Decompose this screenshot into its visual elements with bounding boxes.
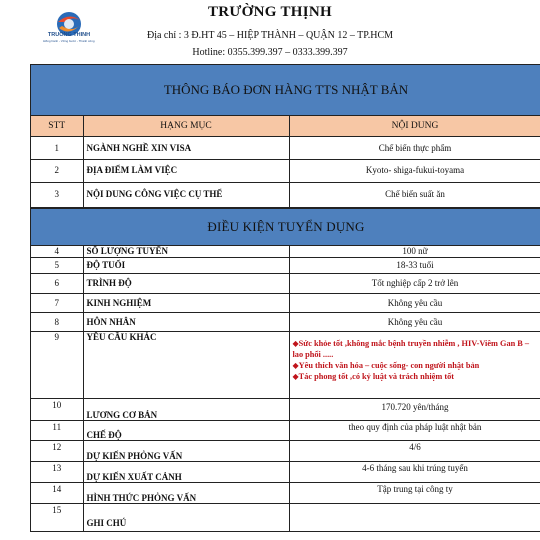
row-item: DỰ KIẾN XUẤT CẢNH xyxy=(83,462,289,483)
table-row xyxy=(31,399,540,421)
row-value xyxy=(289,504,540,532)
requirement-item: ◆Sức khỏe tốt ,không mắc bệnh truyền nhiễm , HIV-Viêm Gan B – lao phổi ..... xyxy=(292,339,530,359)
letterhead xyxy=(0,0,540,66)
row-item: NGÀNH NGHỀ XIN VISA xyxy=(83,136,289,159)
table-row xyxy=(31,159,540,182)
row-stt: 14 xyxy=(31,483,83,504)
row-stt: 10 xyxy=(31,399,83,421)
row-value: 100 nữ xyxy=(289,246,540,258)
table-header-row xyxy=(31,116,540,136)
row-item: SỐ LƯỢNG TUYỂN xyxy=(83,246,289,258)
row-stt: 8 xyxy=(31,313,83,332)
row-stt: 1 xyxy=(31,136,83,159)
other-requirements-list xyxy=(289,332,540,399)
row-value: Chế biến suất ăn xyxy=(289,182,540,207)
order-title-banner: THÔNG BÁO ĐƠN HÀNG TTS NHẬT BẢN xyxy=(31,64,540,116)
table-row xyxy=(31,483,540,504)
row-value: 4/6 xyxy=(289,441,540,462)
requirement-item: ◆Tác phong tốt ,có kỷ luật và trách nhiệm tốt xyxy=(292,372,454,381)
table-row xyxy=(31,294,540,313)
table-row xyxy=(31,313,540,332)
row-value: Không yêu cầu xyxy=(289,294,540,313)
table-row xyxy=(31,258,540,274)
table-row xyxy=(31,421,540,441)
diamond-bullet-icon: ◆ xyxy=(292,372,299,381)
row-stt: 13 xyxy=(31,462,83,483)
logo-slogan: Đồng hành - Vững bước - Thành công xyxy=(43,39,95,43)
table-row xyxy=(31,441,540,462)
row-value: Không yêu cầu xyxy=(289,313,540,332)
row-value: Kyoto- shiga-fukui-toyama xyxy=(289,159,540,182)
column-header-content: NỘI DUNG xyxy=(289,116,540,136)
diamond-bullet-icon: ◆ xyxy=(292,361,299,370)
table-row xyxy=(31,504,540,532)
logo-wordmark: TRUONG THINH xyxy=(47,32,91,38)
row-item: DỰ KIẾN PHỎNG VẤN xyxy=(83,441,289,462)
row-item: TRÌNH ĐỘ xyxy=(83,274,289,294)
column-header-stt: STT xyxy=(31,116,83,136)
company-name: TRƯỜNG THỊNH xyxy=(207,4,333,20)
row-item: ĐỘ TUỔI xyxy=(83,258,289,274)
row-value: 18-33 tuổi xyxy=(289,258,540,274)
row-value: 170.720 yên/tháng xyxy=(289,399,540,421)
column-header-item: HẠNG MỤC xyxy=(83,116,289,136)
row-item: ĐỊA ĐIỂM LÀM VIỆC xyxy=(83,159,289,182)
table-row xyxy=(31,462,540,483)
row-item: YÊU CẦU KHÁC xyxy=(83,332,289,399)
row-stt: 4 xyxy=(31,246,83,258)
row-stt: 11 xyxy=(31,421,83,441)
table-row xyxy=(31,136,540,159)
row-item: KINH NGHIỆM xyxy=(83,294,289,313)
requirement-item: ◆Yêu thích văn hóa – cuộc sống- con người nhật bản xyxy=(292,361,480,370)
row-stt: 3 xyxy=(31,182,83,207)
row-value: Tập trung tại công ty xyxy=(289,483,540,504)
row-value: Chế biến thực phẩm xyxy=(289,136,540,159)
table-row-other-requirements xyxy=(31,332,540,399)
table-row xyxy=(31,246,540,258)
row-item: HÔN NHÂN xyxy=(83,313,289,332)
row-value: theo quy định của pháp luật nhật bản xyxy=(289,421,540,441)
table-row xyxy=(31,274,540,294)
row-stt: 12 xyxy=(31,441,83,462)
order-info-table xyxy=(31,116,540,208)
row-stt: 9 xyxy=(31,332,83,399)
row-item: HÌNH THỨC PHỎNG VẤN xyxy=(83,483,289,504)
company-address: Địa chỉ : 3 Đ.HT 45 – HIỆP THÀNH – QUẬN 12 – TP.HCM xyxy=(146,30,394,41)
row-value: Tốt nghiệp cấp 2 trở lên xyxy=(289,274,540,294)
row-stt: 7 xyxy=(31,294,83,313)
row-stt: 6 xyxy=(31,274,83,294)
order-sheet xyxy=(30,64,540,532)
row-item: NỘI DUNG CÔNG VIỆC CỤ THỂ xyxy=(83,182,289,207)
recruitment-conditions-banner: ĐIỀU KIỆN TUYỂN DỤNG xyxy=(31,208,540,246)
company-hotline: Hotline: 0355.399.397 – 0333.399.397 xyxy=(192,47,348,58)
row-stt: 5 xyxy=(31,258,83,274)
row-stt: 15 xyxy=(31,504,83,532)
row-value: 4-6 tháng sau khi trúng tuyển xyxy=(289,462,540,483)
row-item: CHẾ ĐỘ xyxy=(83,421,289,441)
table-row xyxy=(31,182,540,207)
row-item: LƯƠNG CƠ BẢN xyxy=(83,399,289,421)
diamond-bullet-icon: ◆ xyxy=(292,339,299,348)
row-stt: 2 xyxy=(31,159,83,182)
row-item: GHI CHÚ xyxy=(83,504,289,532)
recruitment-conditions-table xyxy=(31,246,540,533)
